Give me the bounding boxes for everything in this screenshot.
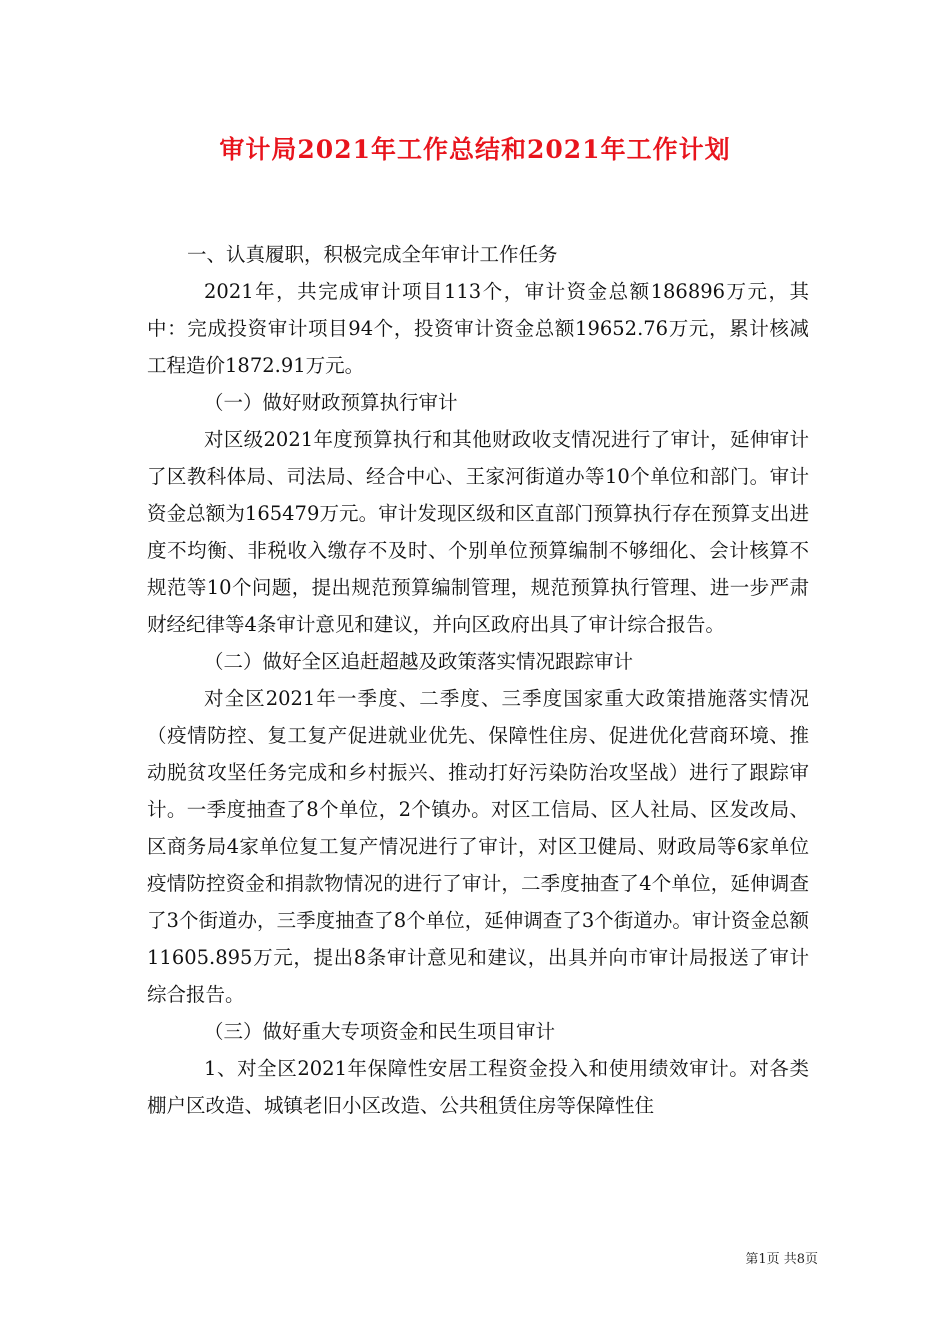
subsection-heading: （一）做好财政预算执行审计 bbox=[204, 391, 458, 414]
page-number: 第1页 共8页 bbox=[745, 1252, 818, 1267]
subsection-heading: （三）做好重大专项资金和民生项目审计 bbox=[204, 1020, 556, 1043]
paragraph: 对全区2021年一季度、二季度、三季度国家重大政策措施落实情况（疫情防控、复工复产促进就业优先、保障性住房、促进优化营商环境、推动脱贫攻坚任务完成和乡村振兴、推动打好污染防治攻坚战）进行了跟踪审计。一季度抽查了8个单位，2个镇办。对区工信局、区人社局、区发改局、区商务局4家单位复工复产情况进行了审计，对区卫健局、财政局等6家单位疫情防控资金和捐款物情况的进行了审计，二季度抽查了4个单位，延伸调查了3个街道办，三季度抽查了8个单位，延伸调查了3个街道办。审计资金总额11605.895万元，提出8条审计意见和建议，出具并向市审计局报送了审计综合报告。 bbox=[147, 687, 809, 1006]
document-body bbox=[147, 236, 809, 1124]
subsection-heading: （二）做好全区追赶超越及政策落实情况跟踪审计 bbox=[204, 650, 634, 673]
section-heading: 一、认真履职，积极完成全年审计工作任务 bbox=[187, 243, 558, 266]
document-title: 审计局2021年工作总结和2021年工作计划 bbox=[219, 135, 731, 164]
paragraph: 对区级2021年度预算执行和其他财政收支情况进行了审计，延伸审计了区教科体局、司法局、经合中心、王家河街道办等10个单位和部门。审计资金总额为165479万元。审计发现区级和区直部门预算执行存在预算支出进度不均衡、非税收入缴存不及时、个别单位预算编制不够细化、会计核算不规范等10个问题，提出规范预算编制管理，规范预算执行管理、进一步严肃财经纪律等4条审计意见和建议，并向区政府出具了审计综合报告。 bbox=[147, 428, 809, 636]
paragraph: 1、对全区2021年保障性安居工程资金投入和使用绩效审计。对各类棚户区改造、城镇老旧小区改造、公共租赁住房等保障性住 bbox=[147, 1057, 809, 1117]
paragraph: 2021年，共完成审计项目113个，审计资金总额186896万元，其中：完成投资审计项目94个，投资审计资金总额19652.76万元，累计核减工程造价1872.91万元。 bbox=[147, 280, 809, 377]
